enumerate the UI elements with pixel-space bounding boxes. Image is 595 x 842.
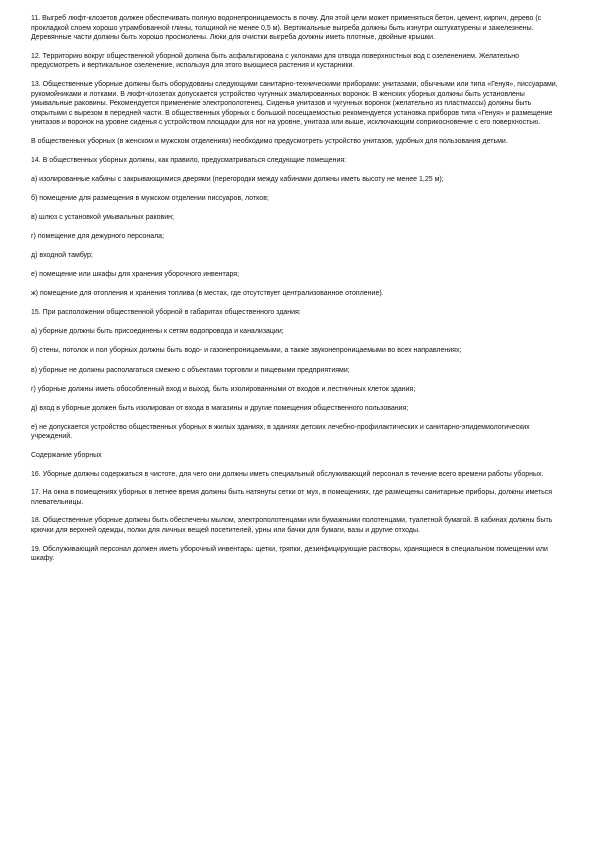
paragraph-18: 18. Общественные уборные должны быть обеспечены мылом, электрополотенцами или бумажными полотенцами, туалетной бумагой. В кабинах должны быть крючки для верхней одежды, полки для личных вещей посетителей, урны или бачки для бумаги, вазы и другие отходы. [31, 517, 553, 534]
paragraph-17: 17. На окна в помещениях уборных в летнее время должны быть натянуты сетки от мух, в помещениях, где размещены санитарные приборы, должны иметься плевательницы. [31, 489, 553, 506]
list-item-14g: г) помещение для дежурного персонала; [31, 232, 165, 240]
paragraph-19: 19. Обслуживающий персонал должен иметь уборочный инвентарь: щетки, тряпки, дезинфицирующие растворы, хранящиеся в специальном помещении или шкафу. [31, 545, 548, 563]
paragraph-12: 12. Территорию вокруг общественной уборной должна быть асфальтирована с уклонами для отвода поверхностных вод с озеленением. Желательно предусмотреть и вертикальное озеленение, используя для этого вьющиеся растения и кустарники. [31, 52, 520, 70]
list-item-14v: в) шлюз с установкой умывальных раковин; [31, 213, 174, 221]
list-item-15v: в) уборные не должны располагаться смежно с объектами торговли и пищевыми предприятиями; [31, 366, 350, 374]
paragraph-13-children: В общественных уборных (в женском и мужском отделениях) необходимо предусмотреть устройство унитазов, удобных для пользования детьми. [31, 137, 508, 145]
list-item-15d: д) вход в уборные должен быть изолирован от входа в магазины и другие помещения общественного пользования; [31, 404, 409, 412]
list-item-15g: г) уборные должны иметь обособленный вход и выход, быть изолированными от входов и лестничных клеток здания; [31, 385, 416, 393]
paragraph-13: 13. Общественные уборные должны быть оборудованы следующими санитарно-техническими приборами: унитазами, обычными или типа «Генуя», писсуарами, рукомойниками и лотками. В люфт-клозетах допускается устройство чугунных эмалированных воронок. В женских уборных должны быть установлены умывальные раковины. Рекомендуется применение электрополотенец. Сиденья унитазов и чугунных воронок (желательно из пластмассы) должны быть открытыми с вырезом в передней части. В общественных уборных с большой посещаемостью рекомендуется установка приборов типа «Генуя» и размещение унитазов и воронок на уровне сиденья с устройством площадки для ног на уровне, унитаза или выше, исключающим соприкосновение с его поверхностью. [31, 80, 558, 127]
paragraph-11: 11. Выгреб люфт-клозетов должен обеспечивать полную водонепроницаемость в почву. Для этой цели может применяться бетон, цемент, кирпич, дерево (с прокладкой слоем хорошо утрамбованной глины, толщиной не менее 0,5 м). Вертикальные выгреба должны быть изнутри оштукатурены и зажелезнены. Деревянные части должны быть хорошо просмолены. Люки для очистки выгреба должны иметь плотные, двойные крышки. [31, 15, 542, 42]
list-item-14a: а) изолированные кабины с закрывающимися дверями (перегородки между кабинами должны иметь высоту не менее 1,25 м); [31, 175, 444, 183]
paragraph-14: 14. В общественных уборных должны, как правило, предусматриваться следующие помещения: [31, 156, 347, 164]
list-item-14e: е) помещение или шкафы для хранения уборочного инвентаря; [31, 271, 240, 279]
list-item-15e: е) не допускается устройство общественных уборных в жилых зданиях, в зданиях детских лечебно-профилактических и санитарно-эпидемиологических учреждений. [31, 423, 530, 441]
list-item-15a: а) уборные должны быть присоединены к сетям водопровода и канализации; [31, 328, 284, 336]
list-item-14zh: ж) помещение для отопления и хранения топлива (в местах, где отсутствует централизованное отопление). [31, 290, 384, 298]
list-item-14d: д) входной тамбур; [31, 252, 93, 259]
list-item-14b: б) помещение для размещения в мужском отделении писсуаров, лотков; [31, 194, 269, 202]
paragraph-15: 15. При расположении общественной уборной в габаритах общественного здания: [31, 309, 301, 317]
section-heading: Содержание уборных [31, 452, 102, 460]
list-item-15b: б) стены, потолок и пол уборных должны быть водо- и газонепроницаемыми, а также звуконепроницаемыми во всех направлениях; [31, 347, 462, 355]
paragraph-16: 16. Уборные должны содержаться в чистоте, для чего они должны иметь специальный обслуживающий персонал в течение всего времени работы уборных. [31, 470, 544, 478]
